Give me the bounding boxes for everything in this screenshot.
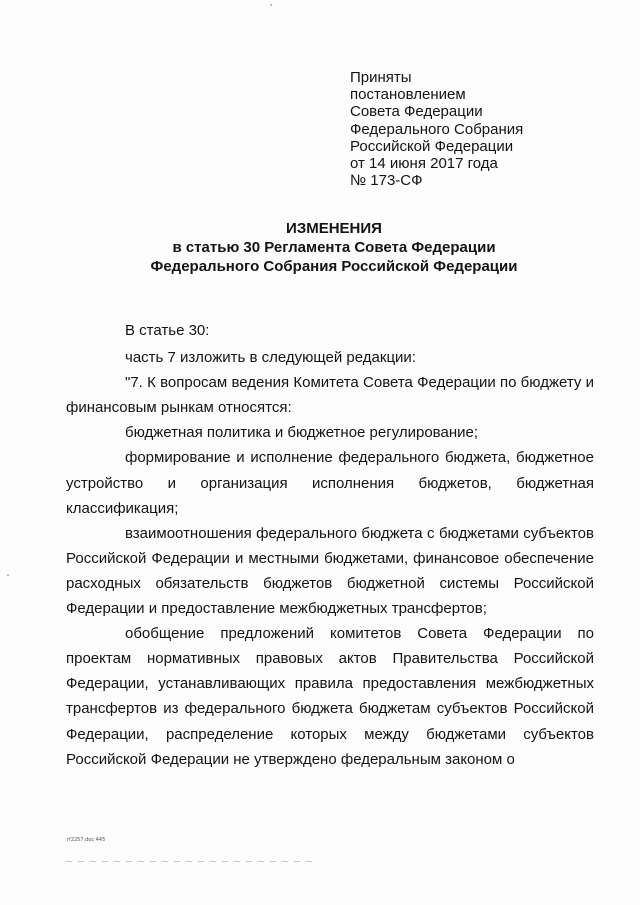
- adoption-line: Российской Федерации: [350, 137, 514, 155]
- body-paragraph: обобщение предложений комитетов Совета Федерации по проектам нормативных правовых актов Правительства Российской Федерации, устанавливающих правила предоставления межбюджетных трансфертов из федерального бюджета бюджетам субъектов Российской Федерации, распределение которых между бюджетами субъектов Российской Федерации не утверждено федеральным законом о: [66, 625, 594, 768]
- body-paragraph: бюджетная политика и бюджетное регулирование;: [125, 424, 478, 442]
- document-body: [66, 318, 594, 772]
- body-paragraph: формирование и исполнение федерального бюджета, бюджетное устройство и организация исполнения бюджетов, бюджетная классификация;: [66, 449, 594, 517]
- adoption-line: от 14 июня 2017 года: [350, 155, 498, 173]
- adoption-stamp-block: [350, 69, 523, 189]
- scan-speck: [7, 574, 9, 576]
- adoption-line: Федерального Собрания: [350, 120, 524, 138]
- scan-artifact-line: [66, 861, 316, 862]
- adoption-line: постановлением: [350, 86, 466, 104]
- document-title: [0, 219, 640, 276]
- title-subline: Федерального Собрания Российской Федерации: [150, 258, 518, 275]
- adoption-line: № 173-СФ: [350, 172, 423, 190]
- body-paragraph: "7. К вопросам ведения Комитета Совета Федерации по бюджету и финансовым рынкам относятся:: [66, 374, 594, 417]
- title-subline: в статью 30 Регламента Совета Федерации: [172, 239, 496, 256]
- scan-speck: [270, 4, 272, 6]
- title-heading: ИЗМЕНЕНИЯ: [286, 220, 382, 237]
- body-paragraph: взаимоотношения федерального бюджета с бюджетами субъектов Российской Федерации и местными бюджетами, финансовое обеспечение расходных обязательств бюджетов бюджетной системы Российской Федерации и предоставление межбюджетных трансфертов;: [66, 524, 594, 618]
- adoption-line: Совета Федерации: [350, 103, 483, 121]
- body-paragraph: часть 7 изложить в следующей редакции:: [125, 349, 416, 367]
- adoption-line: Приняты: [350, 69, 412, 86]
- file-reference-note: rf2257.doc 445: [67, 837, 106, 843]
- body-paragraph: В статье 30:: [125, 322, 210, 339]
